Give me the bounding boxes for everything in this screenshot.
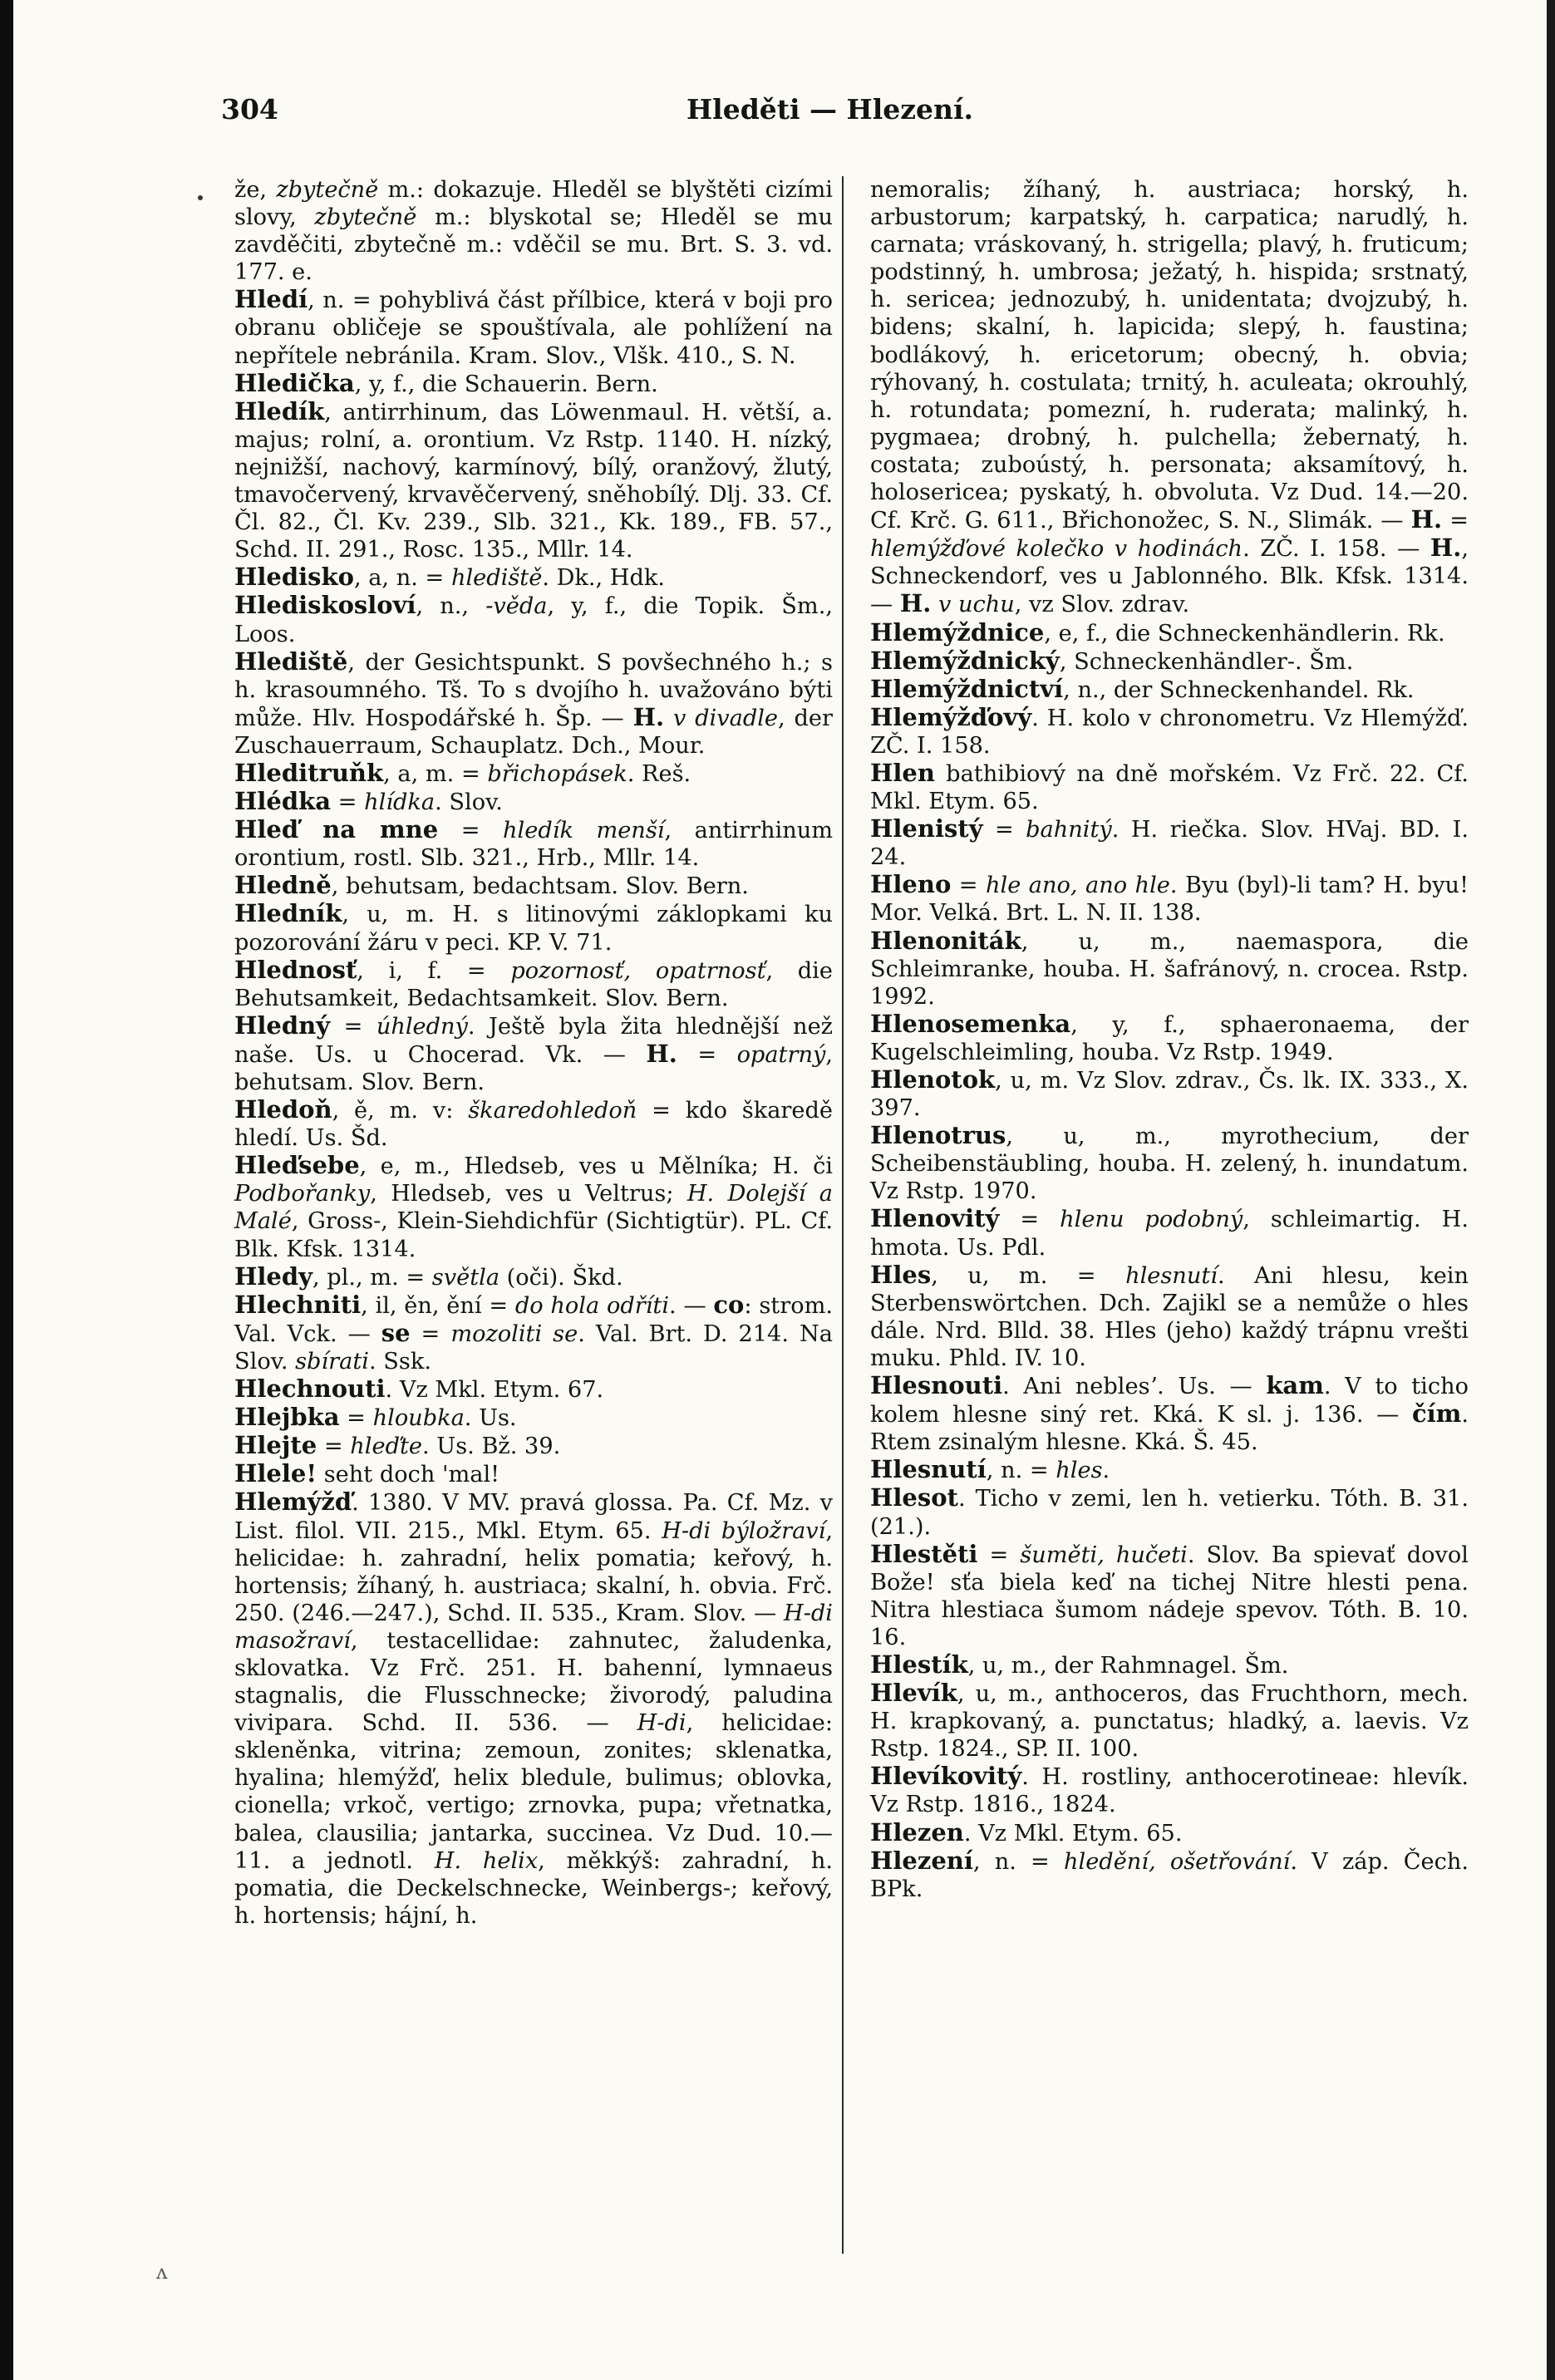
dictionary-entry: Hlevíkovitý. H. rostliny, anthocerotineae: hlevík. Vz Rstp. 1816., 1824. [870, 1762, 1469, 1818]
right-column [870, 176, 1469, 1903]
dictionary-entry: Hlestík, u, m., der Rahmnagel. Šm. [870, 1650, 1289, 1679]
dictionary-entry: Hlemýžď. 1380. V MV. pravá glossa. Pa. Cf. Mz. v List. filol. VII. 215., Mkl. Etym. 65. H-di býložraví, helicidae: h. zahradní, helix pomatia; keřový, h. hortensis; žíhaný, h. austriaca; skalní, h. obvia. Frč. 250. (246.—247.), Schd. II. 535., Kram. Slov. — H-di masožraví, testacellidae: zahnutec, žaludenka, sklovatka. Vz Frč. 251. H. bahenní, lymnaeus stagnalis, die Flusschnecke; živorodý, paludina vivipara. Schd. II. 536. — H-di, helicidae: skleněnka, vitrina; zemoun, zonites; sklenatka, hyalina; hlemýžď, helix bledule, bulimus; oblovka, cionella; vrkoč, vertigo; zrnovka, pupa; vřetnatka, balea, clausilia; jantarka, succinea. Vz Dud. 10.—11. a jednotl. H. helix, měkkýš: zahradní, h. pomatia, die Deckelschnecke, Weinbergs-; keřový, h. hortensis; hájní, h. [234, 1488, 834, 1929]
margin-dot [198, 195, 203, 200]
dictionary-entry: Hlemýždnický, Schneckenhändler-. Šm. [870, 646, 1354, 675]
dictionary-entry: Hlenotrus, u, m., myrothecium, der Scheibenstäubling, houba. H. zelený, h. inundatum. Vz Rstp. 1970. [870, 1121, 1469, 1205]
dictionary-entry: Hledička, y, f., die Schauerin. Bern. [234, 368, 658, 397]
dictionary-entry: Hlemýždnice, e, f., die Schneckenhändlerin. Rk. [870, 617, 1445, 647]
dictionary-entry: Hlesnutí, n. = hles. [870, 1455, 1110, 1484]
dictionary-entry: Hlediště, der Gesichtspunkt. S povšechného h.; s h. krasoumného. Tš. To s dvojího h. uvažováno býti může. Hlv. Hospodářské h. Šp. — H. v divadle, der Zuschauerraum, Schauplatz. Dch., Mour. [234, 647, 833, 759]
dictionary-entry: Hlenosemenka, y, f., sphaeronaema, der Kugelschleimling, houba. Vz Rstp. 1949. [870, 1009, 1469, 1065]
dictionary-entry: Hlemýždnictví, n., der Schneckenhandel. Rk. [870, 674, 1415, 703]
dictionary-entry: Hlezen. Vz Mkl. Etym. 65. [870, 1817, 1183, 1846]
dictionary-entry: Hlediskosloví, n., -věda, y, f., die Topik. Šm., Loos. [234, 591, 833, 647]
dictionary-entry: Hledně, behutsam, bedachtsam. Slov. Bern. [234, 871, 749, 900]
running-title: Hleděti — Hlezení. [686, 93, 973, 125]
dictionary-entry: Hlen bathibiový na dně mořském. Vz Frč. 22. Cf. Mkl. Etym. 65. [870, 758, 1469, 815]
dictionary-entry: Hlejte = hleďte. Us. Bž. 39. [234, 1431, 561, 1460]
dictionary-entry: že, zbytečně m.: dokazuje. Hleděl se blyštěti cizími slovy, zbytečně m.: blyskotal se; Hleděl se mu zavděčiti, zbytečně m.: vděčil se mu. Brt. S. 3. vd. 177. e. [234, 177, 834, 286]
dictionary-entry: Hleď na mne = hledík menší, antirrhinum orontium, rostl. Slb. 321., Hrb., Mllr. 14. [234, 815, 833, 872]
dictionary-entry: Hlednosť, i, f. = pozornosť, opatrnosť, die Behutsamkeit, Bedachtsamkeit. Slov. Bern. [234, 955, 833, 1011]
dictionary-entry: Hlechnouti. Vz Mkl. Etym. 67. [234, 1374, 604, 1404]
margin-mark: ʌ [156, 2260, 168, 2284]
dictionary-entry: Hledy, pl., m. = světla (oči). Škd. [234, 1261, 623, 1291]
dictionary-entry: Hlesnouti. Ani neblesʼ. Us. — kam. V to ticho kolem hlesne siný ret. Kká. K sl. j. 136. — čím. Rtem zsinalým hlesne. Kká. Š. 45. [870, 1371, 1469, 1456]
page-number: 304 [221, 93, 278, 125]
dictionary-entry: Hleno = hle ano, ano hle. Byu (byl)-li tam? H. byu! Mor. Velká. Brt. L. N. II. 138. [870, 870, 1469, 927]
dictionary-entry: Hlechniti, il, ěn, ění = do hola odříti. — co: strom. Val. Vck. — se = mozoliti se. Val. Brt. D. 214. Na Slov. sbírati. Ssk. [234, 1290, 833, 1374]
dictionary-entry: Hledník, u, m. H. s litinovými záklopkami ku pozorování žáru v peci. KP. V. 71. [234, 899, 833, 956]
dictionary-entry: Hleditruňk, a, m. = břichopásek. Reš. [234, 758, 691, 787]
dictionary-entry: Hlezení, n. = hledění, ošetřování. V záp. Čech. BPk. [870, 1846, 1469, 1902]
dictionary-entry: Hledí, n. = pohyblivá část přílbice, která v boji pro obranu obličeje se spouštívala, ale pohlížení na nepřítele nebránila. Kram. Slov., Vlšk. 410., S. N. [234, 285, 833, 369]
dictionary-entry: Hlejbka = hloubka. Us. [234, 1403, 517, 1432]
dictionary-entry: Hlestěti = šuměti, hučeti. Slov. Ba spievať dovol Bože! sťa biela keď na tichej Nitre hlesti pena. Nitra hlestiaca šumom nádeje spevov. Tóth. B. 10. 16. [870, 1539, 1469, 1650]
dictionary-entry: Hlenovitý = hlenu podobný, schleimartig. H. hmota. Us. Pdl. [870, 1204, 1469, 1261]
dictionary-entry: Hlemýžďový. H. kolo v chronometru. Vz Hlemýžď. ZČ. I. 158. [870, 702, 1469, 759]
dictionary-entry: nemoralis; žíhaný, h. austriaca; horský, h. arbustorum; karpatský, h. carpatica; narudlý, h. carnata; vráskovaný, h. strigella; plavý, h. fruticum; podstinný, h. umbrosa; ježatý, h. hispida; srstnatý, h. sericea; jednozubý, h. unidentata; dvojzubý, h. bidens; skalní, h. lapicida; slepý, h. faustina; bodlákový, h. ericetorum; obecný, h. obvia; rýhovaný, h. costulata; trnitý, h. aculeata; okrouhlý, h. rotundata; pomezní, h. ruderata; malinký, h. pygmaea; drobný, h. pulchella; žebernatý, h. costata; zuboústý, h. personata; aksamítový, h. holosericea; pyskatý, h. obvoluta. Vz Dud. 14.—20. Cf. Krč. G. 611., Břichonožec, S. N., Slimák. — H. = hlemýžďové kolečko v hodinách. ZČ. I. 158. — H., Schneckendorf, ves u Jablonného. Blk. Kfsk. 1314. — H. v uchu, vz Slov. zdrav. [870, 177, 1469, 618]
dictionary-entry: Hles, u, m. = hlesnutí. Ani hlesu, kein Sterbenswörtchen. Dch. Zajikl se a nemůže o hles dále. Nrd. Blld. 38. Hles (jeho) každý trápnu vrešti muku. Phld. IV. 10. [870, 1260, 1469, 1371]
dictionary-entry: Hlédka = hlídka. Slov. [234, 787, 503, 816]
dictionary-entry: Hlesot. Ticho v zemi, len h. vetierku. Tóth. B. 31. (21.). [870, 1483, 1469, 1540]
dictionary-entry: Hledný = úhledný. Ještě byla žita hlednější než naše. Us. u Chocerad. Vk. — H. = opatrný, behutsam. Slov. Bern. [234, 1011, 833, 1095]
column-divider [842, 176, 844, 2254]
dictionary-entry: Hlenistý = bahnitý. H. riečka. Slov. HVaj. BD. I. 24. [870, 814, 1469, 871]
dictionary-entry: Hledoň, ě, m. v: škaredohledoň = kdo škaredě hledí. Us. Šd. [234, 1095, 833, 1152]
dictionary-entry: Hlele! seht doch 'mal! [234, 1459, 500, 1488]
dictionary-entry: Hlenotok, u, m. Vz Slov. zdrav., Čs. lk. IX. 333., X. 397. [870, 1065, 1469, 1122]
dictionary-entry: Hlenoniták, u, m., naemaspora, die Schleimranke, houba. H. šafránový, n. croceа. Rstp. 1992. [870, 926, 1469, 1010]
dictionary-entry: Hledisko, a, n. = hlediště. Dk., Hdk. [234, 563, 666, 592]
dictionary-entry: Hleďsebe, e, m., Hledseb, ves u Mělníka; H. či Podbořanky, Hledseb, ves u Veltrus; H. Dolejší a Malé, Gross-, Klein-Siehdichfür (Sichtigtür). PL. Cf. Blk. Kfsk. 1314. [234, 1151, 834, 1262]
left-column [234, 176, 833, 1930]
dictionary-entry: Hledík, antirrhinum, das Löwenmaul. H. větší, a. majus; rolní, a. orontium. Vz Rstp. 1140. H. nízký, nejnižší, nachový, karmínový, bílý, oranžový, žlutý, tmavočervený, krvavěčervený, sněhobílý. Dlj. 33. Cf. Čl. 82., Čl. Kv. 239., Slb. 321., Kk. 189., FB. 57., Schd. II. 291., Rosc. 135., Mllr. 14. [234, 396, 833, 563]
page-header [221, 93, 1439, 135]
dictionary-entry: Hlevík, u, m., anthoceros, das Fruchthorn, mech. H. krapkovaný, a. punctatus; hladký, a. laevis. Vz Rstp. 1824., SP. II. 100. [870, 1679, 1469, 1763]
